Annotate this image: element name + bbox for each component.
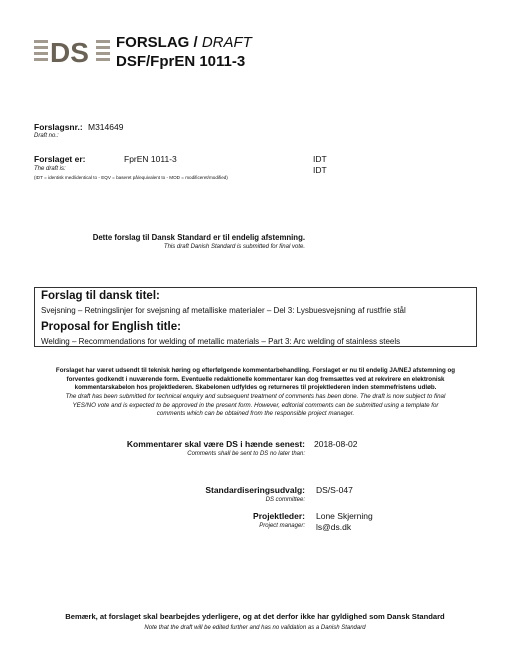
draft-is-label: Forslaget er: (34, 154, 86, 164)
footer-notice: Bemærk, at forslaget skal bearbejdes yderligere, og at det derfor ikke har gyldighed som Dansk Standard (65, 612, 445, 621)
danish-title: Svejsning – Retningslinjer for svejsning af metalliske materialer – Del 3: Lysbuesvejsning af rustfrie stål (41, 306, 406, 315)
title-box (34, 287, 477, 347)
committee-label: Standardiseringsudvalg: (205, 485, 305, 495)
draft-number-label: Forslagsnr.: (34, 122, 83, 132)
document-id: DSF/FprEN 1011-3 (116, 53, 246, 70)
committee-value: DS/S-047 (316, 485, 353, 495)
project-manager-label: Projektleder: (253, 511, 305, 521)
project-manager-label-en: Project manager: (259, 523, 305, 529)
logo-stripes-right (96, 40, 110, 61)
logo-text: DS (50, 37, 89, 66)
logo-stripes-left (34, 40, 48, 61)
notice-danish-line: forventes godkendt i nuværende form. Eventuelle redaktionelle kommentarer kan dog fremsættes ved at rekvirere en elektronisk (66, 375, 445, 383)
vote-notice-en: This draft Danish Standard is submitted for final vote. (163, 244, 305, 250)
deadline-value: 2018-08-02 (314, 439, 358, 449)
notice-english-line: The draft has been submitted for technical enquiry and subsequent treatment of comments has been done. The draft is now subject to final (65, 393, 446, 400)
project-manager-email[interactable]: ls@ds.dk (316, 522, 352, 532)
committee-label-en: DS committee: (265, 497, 305, 503)
english-title: Welding – Recommendations for welding of metallic materials – Part 3: Arc welding of stainless steels (41, 337, 401, 346)
notice-english-line: YES/NO vote and is expected to be approved in the present form. However, editorial comments can be submitted using a template for (72, 401, 439, 409)
notice-english-line: comments which can be obtained from the responsible project manager. (156, 410, 355, 418)
notice-danish (34, 367, 477, 393)
draft-title-bold: FORSLAG / (116, 34, 198, 51)
draft-title (116, 34, 252, 51)
deadline-label-en: Comments shall be sent to DS no later than: (187, 451, 305, 457)
draft-number-label-en: Draft no.: (34, 133, 59, 139)
deadline-label: Kommentarer skal være DS i hænde senest: (126, 439, 305, 449)
notice-danish-line: Forslaget har været udsendt til teknisk høring og efterfølgende kommentarbehandling. Forslaget er nu til endelig JA/NEJ afstemning og (55, 367, 456, 374)
notice-danish-line: kommentarskabelon hos projektlederen. Skabelonen udfyldes og returneres til projektlederen inden stemmefristens udløb. (74, 384, 437, 392)
danish-title-heading: Forslag til dansk titel: (41, 290, 160, 302)
draft-is-label-en: The draft is: (34, 166, 66, 172)
draft-is-value: FprEN 1011-3 (124, 154, 177, 164)
english-title-heading: Proposal for English title: (41, 321, 181, 333)
project-manager-name: Lone Skjerning (316, 511, 373, 521)
ds-logo (34, 36, 112, 66)
vote-notice: Dette forslag til Dansk Standard er til endelig afstemning. (92, 233, 305, 242)
equivalence-legend: (IDT = identisk med/identical to - EQV = baseret på/equivalent to - MOD = modificeret/modified) (34, 175, 228, 180)
draft-title-italic: DRAFT (201, 34, 252, 51)
draft-is-code: IDT (313, 154, 327, 164)
draft-number-value: M314649 (88, 122, 124, 132)
notice-english (34, 393, 477, 419)
draft-is-code-en: IDT (313, 165, 327, 175)
footer-notice-en: Note that the draft will be edited further and has no validation as a Danish Standard (144, 625, 366, 631)
